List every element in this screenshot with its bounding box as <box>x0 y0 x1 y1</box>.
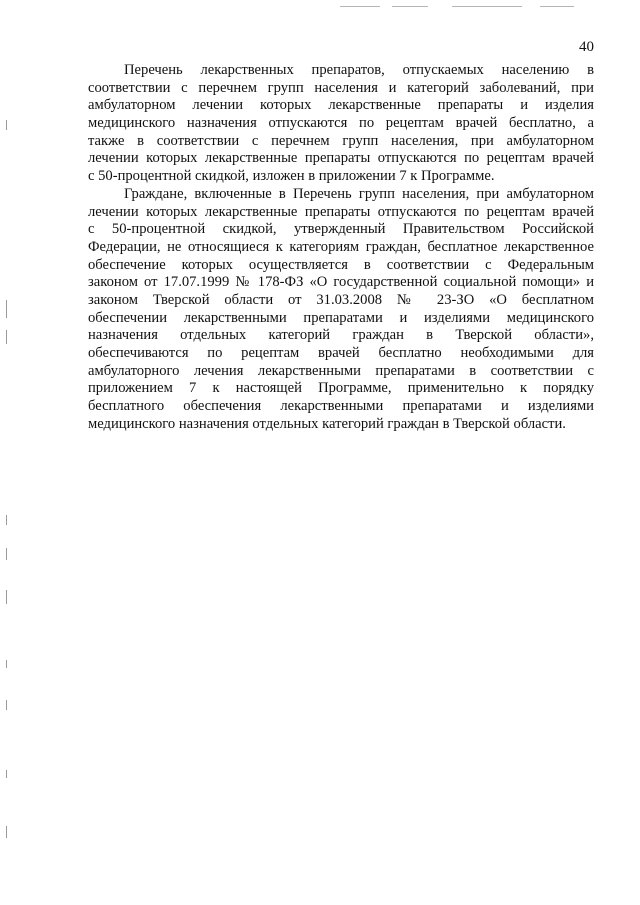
scan-artifact <box>6 515 7 525</box>
text-line: с 50-процентной скидкой, утвержденный Правительством Российской <box>88 221 594 238</box>
page-number: 40 <box>579 39 594 55</box>
text-line: обеспечении лекарственными препаратами и изделиями медицинского <box>88 309 594 326</box>
paragraph-2 <box>88 186 594 434</box>
text-line: амбулаторном лечении которых лекарственные препараты и изделия <box>88 97 594 114</box>
text-line: Перечень лекарственных препаратов, отпускаемых населению в <box>124 62 594 78</box>
scan-artifact <box>6 300 7 318</box>
scan-artifact <box>340 6 380 7</box>
text-line: назначения отдельных категорий граждан в Тверской области», <box>88 327 594 344</box>
scan-artifact <box>452 6 522 7</box>
text-line: медицинского назначения отдельных категорий граждан в Тверской области. <box>88 415 566 432</box>
scan-artifact <box>6 700 7 710</box>
scan-artifact <box>6 548 7 560</box>
scan-artifact <box>6 330 7 344</box>
scan-artifact <box>6 770 7 778</box>
text-line: Граждане, включенные в Перечень групп населения, при амбулаторном <box>124 185 594 202</box>
text-line: законом Тверской области от 31.03.2008 № 23-ЗО «О бесплатном <box>88 291 594 308</box>
text-line: Федерации, не относящиеся к категориям граждан, бесплатное лекарственное <box>88 238 594 255</box>
text-line: бесплатного обеспечения лекарственными препаратами и изделиями <box>88 398 594 415</box>
text-line: лечении которых лекарственные препараты отпускаются по рецептам врачей <box>88 203 594 220</box>
text-line: обеспечение которых осуществляется в соответствии с Федеральным <box>88 256 594 273</box>
text-line: приложением 7 к настоящей Программе, применительно к порядку <box>88 380 594 397</box>
scan-artifact <box>392 6 428 7</box>
text-line: медицинского назначения отпускаются по рецептам врачей бесплатно, а <box>88 115 594 132</box>
scan-artifact <box>6 826 7 838</box>
scan-artifact <box>6 590 7 604</box>
paragraph-1 <box>88 62 594 186</box>
document-body <box>88 62 594 433</box>
text-line: соответствии с перечнем групп населения и категорий заболеваний, при <box>88 79 594 96</box>
text-line: с 50-процентной скидкой, изложен в приложении 7 к Программе. <box>88 168 495 185</box>
scan-artifact <box>6 120 7 130</box>
text-line: законом от 17.07.1999 № 178-ФЗ «О государственной социальной помощи» и <box>88 274 594 291</box>
text-line: также в соответствии с перечнем групп населения, при амбулаторном <box>88 132 594 149</box>
scan-artifact <box>6 660 7 668</box>
text-line: лечении которых лекарственные препараты отпускаются по рецептам врачей <box>88 150 594 167</box>
text-line: амбулаторного лечения лекарственными препаратами в соответствии с <box>88 362 594 379</box>
scan-artifact <box>540 6 574 7</box>
text-line: обеспечиваются по рецептам врачей бесплатно необходимыми для <box>88 345 594 361</box>
